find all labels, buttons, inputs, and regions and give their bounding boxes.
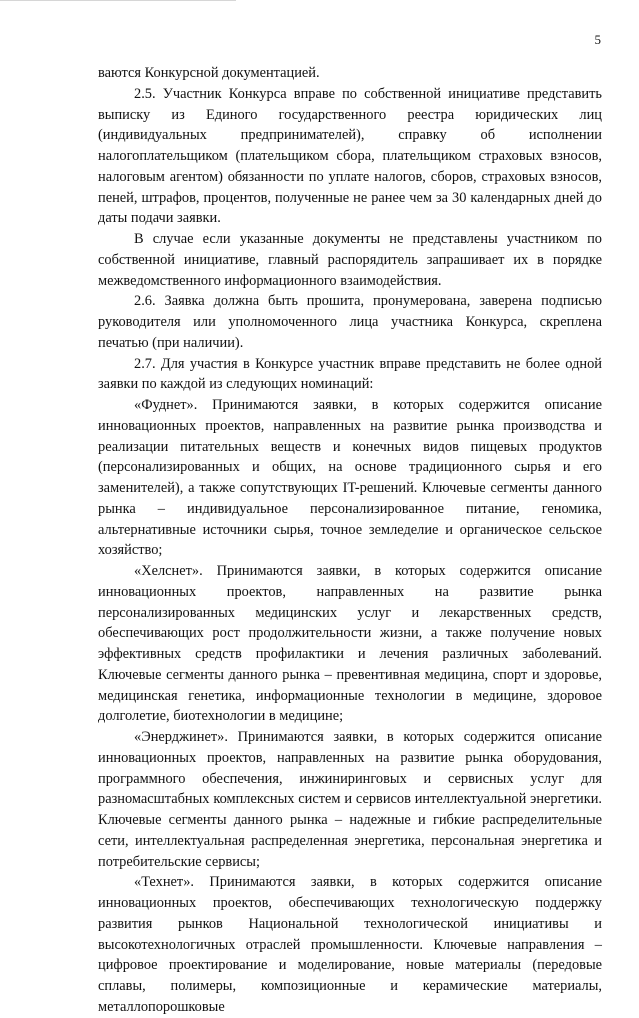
paragraph-request-info: В случае если указанные документы не представлены участником по собственной инициативе, главный распорядитель запрашивает их в порядке межведомственного информационного взаимодействия.: [98, 231, 602, 289]
paragraph-healthnet: «Хелснет». Принимаются заявки, в которых содержится описание инновационных проектов, направленных на развитие рынка персонализированных медицинских услуг и лекарственных средств, обеспечивающих рост продолжительности жизни, а также получение новых эффективных средств профилактики и лечения различных заболеваний. Ключевые сегменты данного рынка – превентивная медицина, спорт и здоровье, медицинская генетика, информационные технологии в медицине, здоровое долголетие, биотехнологии в медицине;: [98, 563, 602, 725]
paragraph-2-7: 2.7. Для участия в Конкурсе участник вправе представить не более одной заявки по каждой из следующих номинаций:: [98, 355, 602, 393]
paragraph-technet: «Технет». Принимаются заявки, в которых содержится описание инновационных проектов, обеспечивающих технологическую поддержку развития рынков Национальной технологической инициативы и высокотехнологичных отраслей промышленности. Ключевые направления – цифровое проектирование и моделирование, новые материалы (передовые сплавы, полимеры, композиционные и керамические материалы, металлопорошковые: [98, 874, 602, 1015]
paragraph-2-6: 2.6. Заявка должна быть прошита, пронумерована, заверена подписью руководителя или уполномоченного лица участника Конкурса, скреплена печатью (при наличии).: [98, 293, 602, 351]
top-rule: [0, 0, 236, 1]
paragraph-continuation: ваются Конкурсной документацией.: [98, 65, 320, 81]
paragraph-foodnet: «Фуднет». Принимаются заявки, в которых содержится описание инновационных проектов, направленных на развитие рынка производства и реализации питательных веществ и конечных видов пищевых продуктов (персонализированных и общих, на основе традиционного сырья и его заменителей), а также сопутствующих IT-решений. Ключевые сегменты данного рынка – индивидуальное персонализированное питание, геномика, альтернативные источники сырья, точное земледелие и органическое сельское хозяйство;: [98, 397, 602, 559]
paragraph-energynet: «Энерджинет». Принимаются заявки, в которых содержится описание инновационных проектов, направленных на развитие рынка оборудования, программного обеспечения, инжиниринговых и сервисных услуг для разномасштабных комплексных систем и сервисов интеллектуальной энергетики. Ключевые сегменты данного рынка – надежные и гибкие распределительные сети, интеллектуальная распределенная энергетика, персональная энергетика и потребительские сервисы;: [98, 729, 602, 870]
page-number: 5: [594, 32, 601, 47]
document-body: [98, 63, 602, 1018]
paragraph-2-5: 2.5. Участник Конкурса вправе по собственной инициативе представить выписку из Единого государственного реестра юридических лиц (индивидуальных предпринимателей), справку об исполнении налогоплательщиком (плательщиком сбора, плательщиком страховых взносов, налоговым агентом) обязанности по уплате налогов, сборов, страховых взносов, пеней, штрафов, процентов, полученные не ранее чем за 30 календарных дней до даты подачи заявки.: [98, 85, 602, 227]
